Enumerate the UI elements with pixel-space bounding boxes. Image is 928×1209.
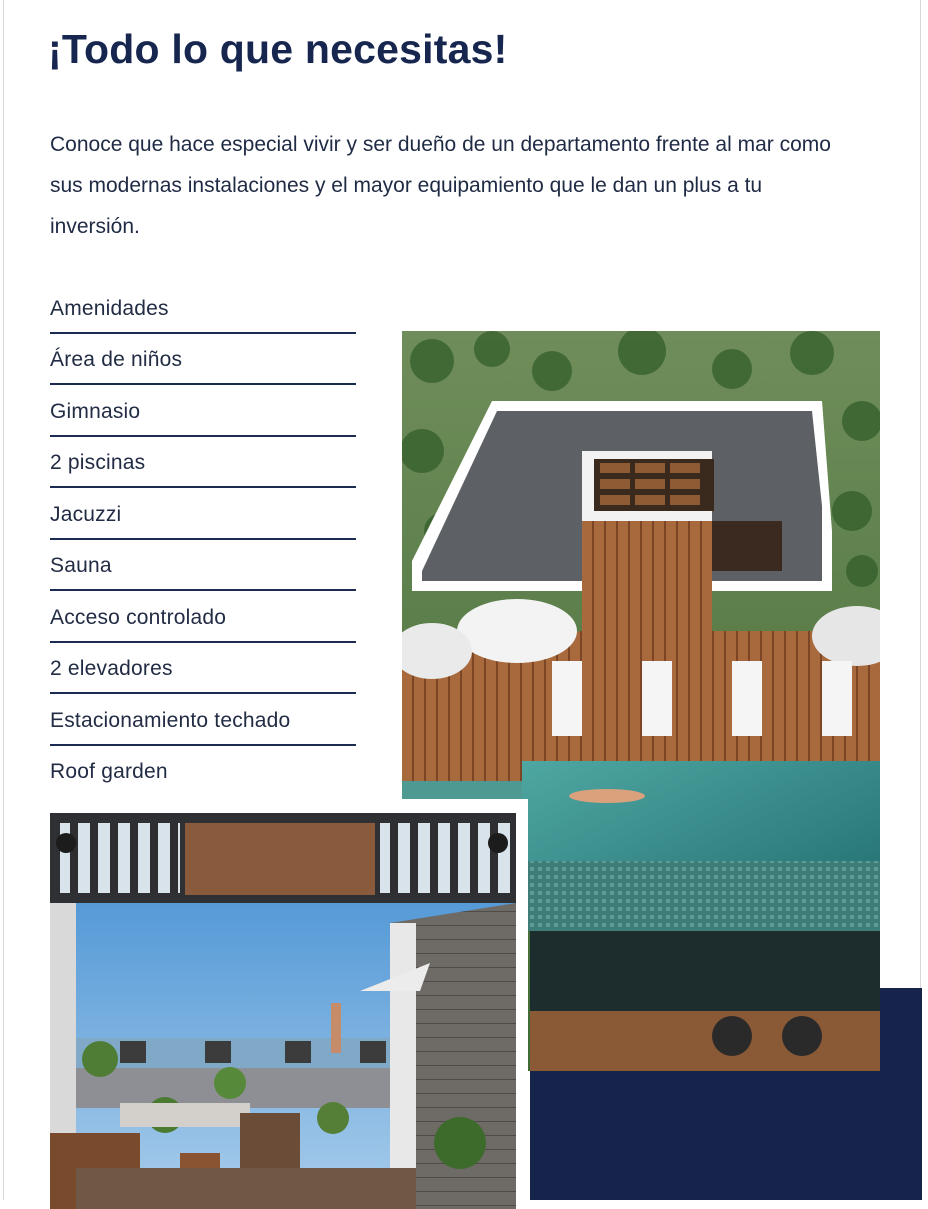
amenity-label: 2 elevadores xyxy=(50,657,173,680)
amenity-label: Amenidades xyxy=(50,296,169,320)
list-item xyxy=(50,488,356,540)
list-item xyxy=(50,694,356,746)
amenity-label: Roof garden xyxy=(50,760,168,783)
amenity-label: Área de niños xyxy=(50,348,183,371)
list-item xyxy=(50,591,356,643)
amenity-label: Acceso controlado xyxy=(50,605,227,629)
list-item xyxy=(50,746,356,796)
amenity-label: Sauna xyxy=(50,554,112,577)
list-item xyxy=(50,643,356,695)
amenity-label: Estacionamiento techado xyxy=(50,708,291,732)
list-item xyxy=(50,282,356,334)
list-item xyxy=(50,540,356,592)
amenities-list xyxy=(50,282,356,795)
amenity-label: 2 piscinas xyxy=(50,451,146,474)
list-item xyxy=(50,437,356,489)
terrace-image xyxy=(38,799,528,1209)
page-title: ¡Todo lo que necesitas! xyxy=(48,26,508,72)
intro-paragraph: Conoce que hace especial vivir y ser dueño de un departamento frente al mar como sus modernas instalaciones y el mayor equipamiento que le dan un plus a tu inversión. xyxy=(50,133,831,238)
amenity-label: Gimnasio xyxy=(50,399,141,423)
amenity-label: Jacuzzi xyxy=(50,502,122,526)
list-item xyxy=(50,334,356,386)
list-item xyxy=(50,385,356,437)
